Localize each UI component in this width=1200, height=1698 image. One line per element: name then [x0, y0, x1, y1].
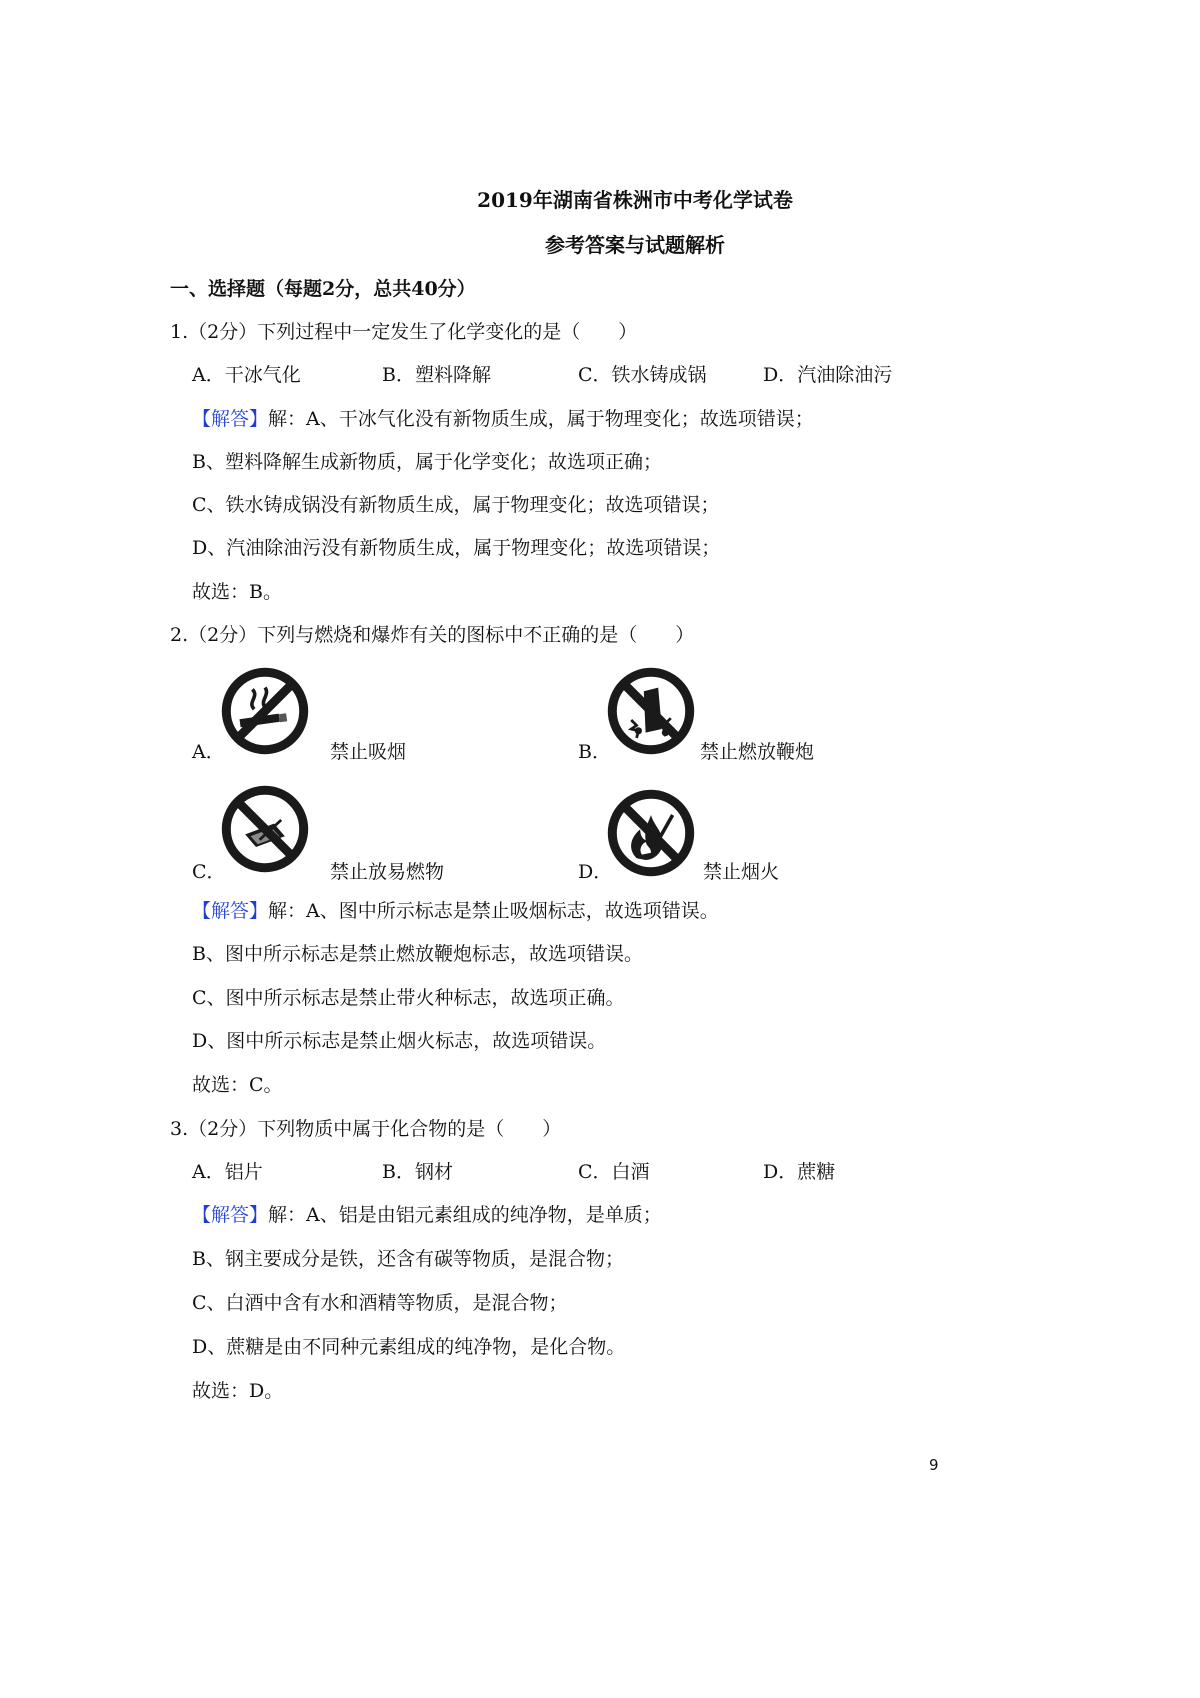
- q3-answer-line-2: B、钢主要成分是铁，还含有碳等物质，是混合物；: [192, 1248, 624, 1270]
- q1-answer-text-1: 解：A、干冰气化没有新物质生成，属于物理变化；故选项错误；: [268, 408, 814, 430]
- q2-stem: 2.（2分）下列与燃烧和爆炸有关的图标中不正确的是（ ）: [170, 624, 695, 646]
- q1-stem: 1.（2分）下列过程中一定发生了化学变化的是（ ）: [170, 321, 638, 343]
- q2-answer-text-1: 解：A、图中所示标志是禁止吸烟标志，故选项错误。: [268, 900, 719, 922]
- q2-answer-tag: 【解答】: [192, 900, 269, 922]
- q1-option-d: D．汽油除油污: [763, 364, 893, 386]
- q1-option-c: C．铁水铸成锅: [578, 364, 707, 386]
- q3-answer-line-4: D、蔗糖是由不同种元素组成的纯净物，是化合物。: [192, 1336, 626, 1358]
- q2-answer-line-4: D、图中所示标志是禁止烟火标志，故选项错误。: [192, 1030, 607, 1052]
- q2-option-d-letter: D．: [578, 861, 613, 883]
- no-smoking-icon: [220, 666, 310, 756]
- q2-option-a-label: 禁止吸烟: [330, 741, 407, 763]
- q3-option-a: A．铝片: [192, 1161, 263, 1183]
- q2-answer-line-1: [192, 898, 719, 924]
- q2-option-c-letter: C．: [192, 861, 226, 883]
- page-title: 2019年湖南省株洲市中考化学试卷: [477, 188, 793, 212]
- q3-option-c: C．白酒: [578, 1161, 650, 1183]
- q1-option-b: B．塑料降解: [382, 364, 491, 386]
- q3-answer-tag: 【解答】: [192, 1204, 269, 1226]
- q1-answer-line-3: C、铁水铸成锅没有新物质生成，属于物理变化；故选项错误；: [192, 494, 720, 516]
- q2-option-b-letter: B．: [578, 741, 611, 763]
- q2-option-b-label: 禁止燃放鞭炮: [700, 741, 815, 763]
- page-subtitle: 参考答案与试题解析: [545, 233, 725, 257]
- q2-option-c-label: 禁止放易燃物: [330, 861, 445, 883]
- q1-answer-line-1: [192, 406, 814, 432]
- q1-answer-line-5: 故选：B。: [192, 581, 282, 603]
- q2-answer-line-5: 故选：C。: [192, 1074, 283, 1096]
- q1-answer-line-4: D、汽油除油污没有新物质生成，属于物理变化；故选项错误；: [192, 537, 721, 559]
- section-heading: 一、选择题（每题2分，总共40分）: [170, 278, 476, 300]
- q3-answer-text-1: 解：A、铝是由铝元素组成的纯净物，是单质；: [268, 1204, 662, 1226]
- no-firecrackers-icon: [606, 666, 696, 756]
- q2-option-d-label: 禁止烟火: [703, 861, 780, 883]
- q3-stem: 3.（2分）下列物质中属于化合物的是（ ）: [170, 1118, 562, 1140]
- q2-answer-line-2: B、图中所示标志是禁止燃放鞭炮标志，故选项错误。: [192, 943, 643, 965]
- q1-answer-line-2: B、塑料降解生成新物质，属于化学变化；故选项正确；: [192, 451, 662, 473]
- q3-option-d: D．蔗糖: [763, 1161, 836, 1183]
- q2-answer-line-3: C、图中所示标志是禁止带火种标志，故选项正确。: [192, 987, 625, 1009]
- q3-option-b: B．钢材: [382, 1161, 453, 1183]
- no-fire-icon: [606, 788, 696, 878]
- q1-answer-tag: 【解答】: [192, 408, 269, 430]
- q3-answer-line-5: 故选：D。: [192, 1380, 284, 1402]
- q2-option-a-letter: A．: [192, 741, 225, 763]
- page-number: 9: [929, 1456, 939, 1474]
- q1-option-a: A．干冰气化: [192, 364, 301, 386]
- q3-answer-line-3: C、白酒中含有水和酒精等物质，是混合物；: [192, 1292, 568, 1314]
- no-flammables-icon: [220, 784, 310, 874]
- q3-answer-line-1: [192, 1202, 662, 1228]
